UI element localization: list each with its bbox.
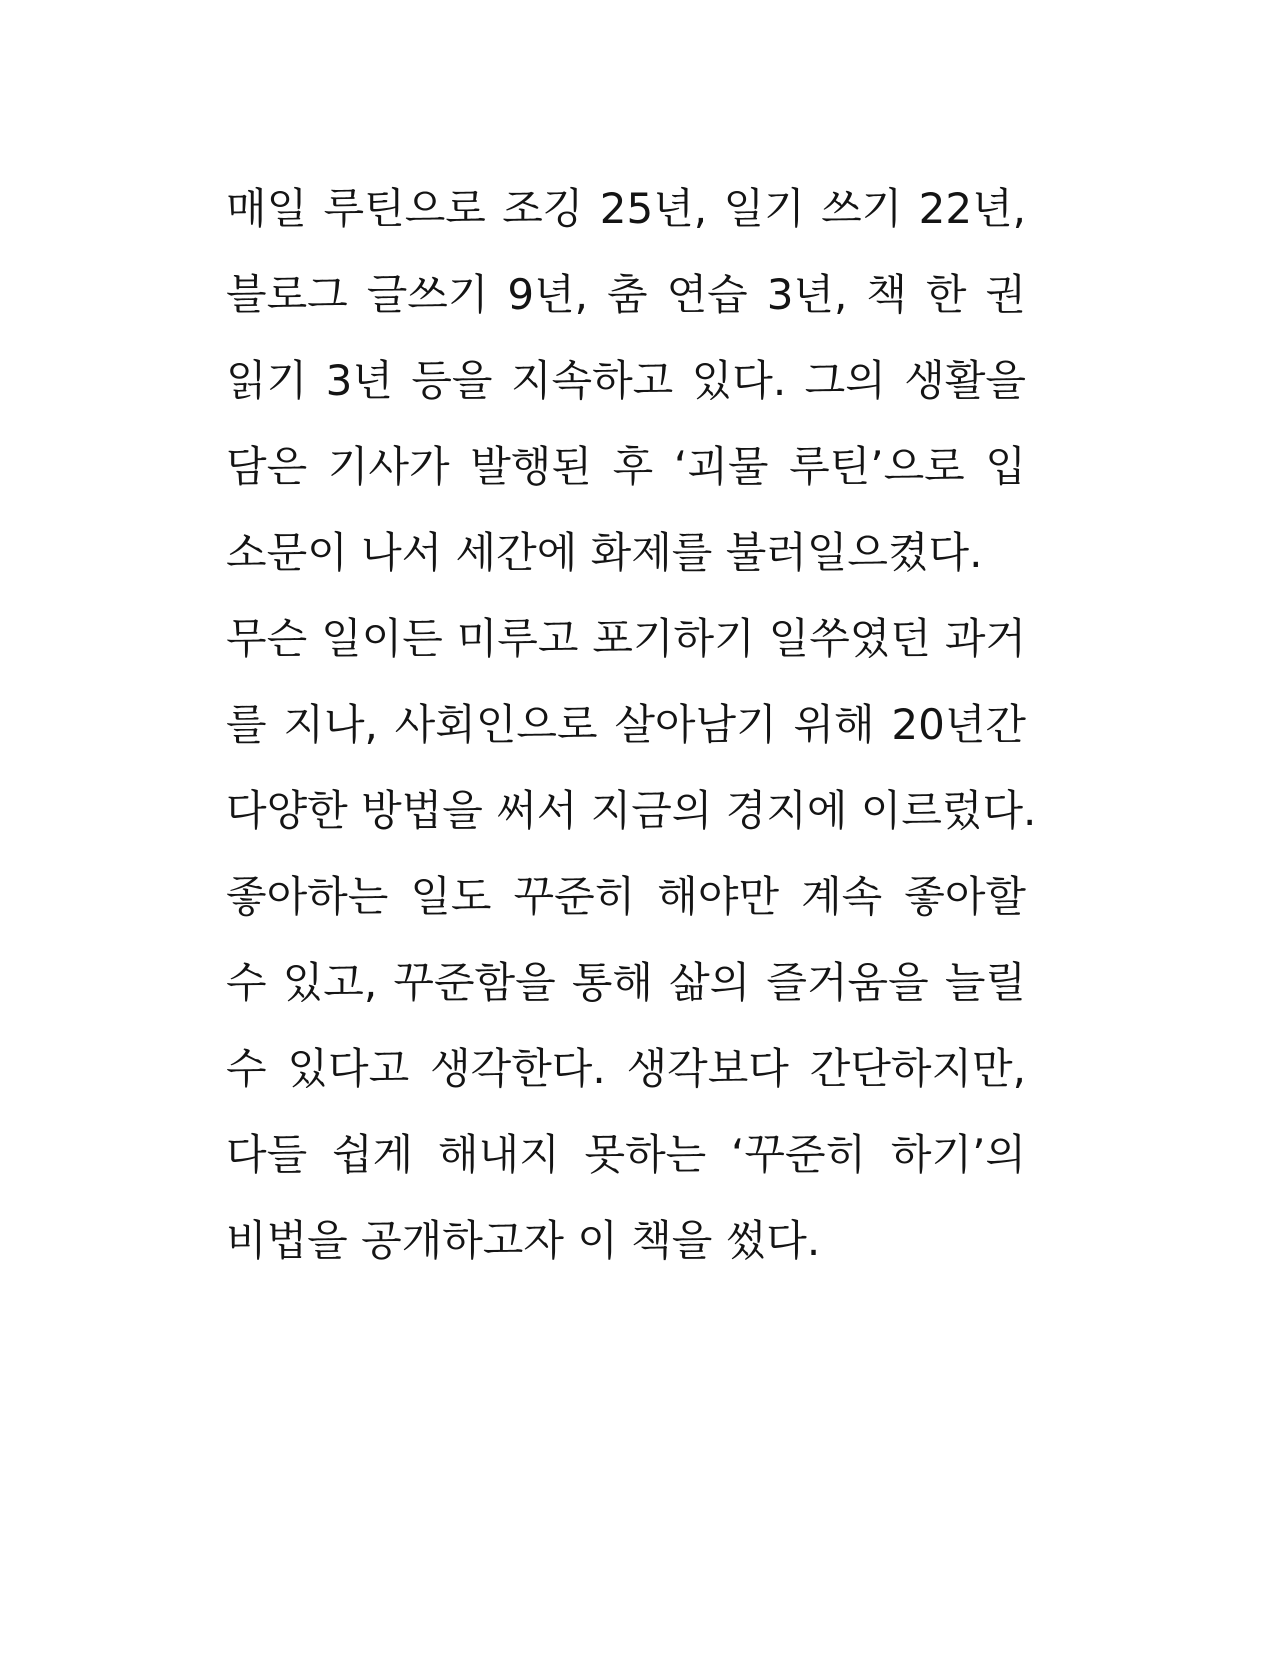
text-line: 매일 루틴으로 조깅 25년, 일기 쓰기 22년, (226, 184, 1026, 233)
text-line: 읽기 3년 등을 지속하고 있다. 그의 생활을 (226, 356, 1026, 405)
text-line: 다들 쉽게 해내지 못하는 ‘꾸준히 하기’의 (226, 1130, 1026, 1179)
text-line: 수 있다고 생각한다. 생각보다 간단하지만, (226, 1044, 1026, 1093)
text-line: 수 있고, 꾸준함을 통해 삶의 즐거움을 늘릴 (226, 958, 1026, 1007)
text-line: 담은 기사가 발행된 후 ‘괴물 루틴’으로 입 (226, 442, 1026, 491)
text-line: 무슨 일이든 미루고 포기하기 일쑤였던 과거 (226, 614, 1026, 663)
body-text (226, 178, 1037, 1296)
text-line: 다양한 방법을 써서 지금의 경지에 이르렀다. (226, 786, 1037, 835)
text-line: 좋아하는 일도 꾸준히 해야만 계속 좋아할 (226, 872, 1026, 921)
text-line: 블로그 글쓰기 9년, 춤 연습 3년, 책 한 권 (226, 270, 1026, 319)
text-line: 를 지나, 사회인으로 살아남기 위해 20년간 (226, 700, 1026, 749)
text-line: 비법을 공개하고자 이 책을 썼다. (226, 1216, 821, 1265)
text-line: 소문이 나서 세간에 화제를 불러일으켰다. (226, 528, 983, 577)
